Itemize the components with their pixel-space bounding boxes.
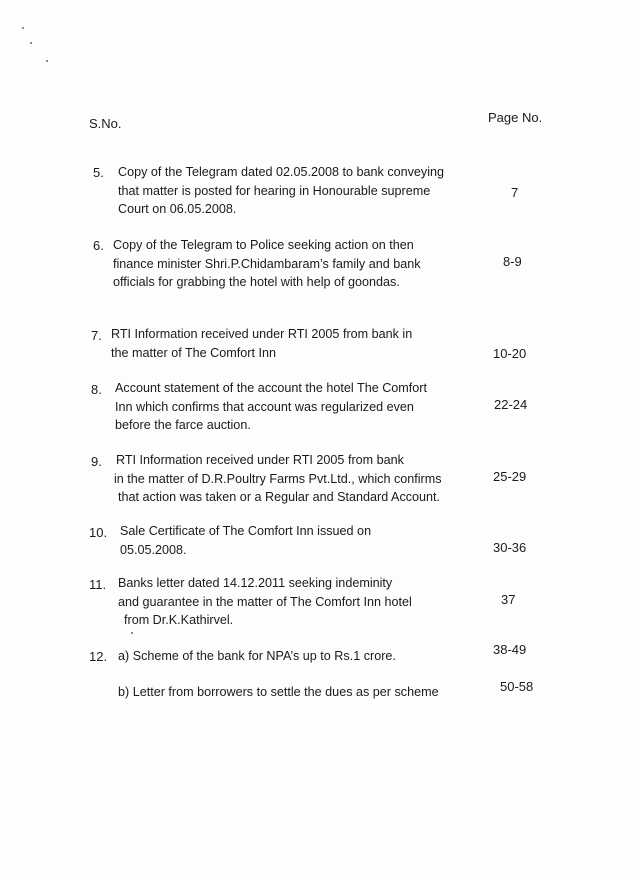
entry-number: 10. [89, 525, 108, 540]
entry-line: Court on 06.05.2008. [118, 202, 237, 216]
entry-line: Inn which confirms that account was regularized even [115, 399, 414, 414]
entry-number: 11. [89, 577, 107, 592]
entry-line: finance minister Shri.P.Chidambaram’s family and bank [113, 256, 421, 271]
entry-description [111, 325, 412, 362]
entry-line: officials for grabbing the hotel with help of goondas. [113, 275, 400, 289]
entry-number: 5. [93, 165, 104, 180]
entry-description [118, 163, 444, 219]
entry-number: 6. [93, 238, 104, 253]
entry-description [115, 379, 427, 435]
entry-page-number: 7 [511, 185, 519, 200]
entry-page-number: 8-9 [503, 254, 522, 269]
entry-line: before the farce auction. [115, 418, 251, 432]
entry-line: Sale Certificate of The Comfort Inn issued on [120, 524, 372, 538]
entry-line: Banks letter dated 14.12.2011 seeking indeminity [118, 576, 393, 590]
entry-line: in the matter of D.R.Poultry Farms Pvt.Ltd., which confirms [114, 471, 442, 486]
entry-line: RTI Information received under RTI 2005 from bank [116, 453, 404, 467]
entry-number: 9. [91, 454, 102, 469]
sno-column-header: S.No. [89, 116, 122, 131]
entry-line: Copy of the Telegram dated 02.05.2008 to bank conveying [118, 165, 445, 179]
entry-page-number: 22-24 [494, 397, 528, 412]
entry-line: 05.05.2008. [120, 542, 187, 557]
scan-speck [131, 632, 133, 634]
entry-page-number: 10-20 [493, 346, 527, 361]
entry-description [116, 451, 442, 507]
entry-line: that matter is posted for hearing in Honourable supreme [118, 183, 431, 198]
entry-line: b) Letter from borrowers to settle the dues as per scheme [118, 685, 439, 699]
entry-line: a) Scheme of the bank for NPA’s up to Rs.1 crore. [118, 649, 396, 663]
scan-speck [22, 27, 24, 29]
entry-description [118, 574, 412, 630]
entry-page-number: 25-29 [493, 469, 527, 484]
entry-page-number: 50-58 [500, 679, 534, 694]
entry-description [118, 683, 439, 702]
entry-description [113, 236, 421, 292]
page-no-column-header: Page No. [488, 110, 543, 125]
entry-number: 8. [91, 382, 102, 397]
entry-page-number: 37 [501, 592, 516, 607]
entry-description [118, 647, 396, 666]
entry-page-number: 38-49 [493, 642, 527, 657]
scan-speck [30, 42, 32, 44]
entry-description [120, 522, 371, 559]
entry-number: 12. [89, 649, 108, 664]
entry-page-number: 30-36 [493, 540, 527, 555]
entry-line: RTI Information received under RTI 2005 from bank in [111, 327, 413, 341]
entry-line: Account statement of the account the hotel The Comfort [115, 381, 427, 395]
entry-line: the matter of The Comfort Inn [111, 345, 276, 360]
entry-line: Copy of the Telegram to Police seeking action on then [113, 238, 414, 252]
scan-speck [46, 60, 48, 62]
entry-line: that action was taken or a Regular and Standard Account. [118, 490, 441, 504]
entry-number: 7. [91, 328, 102, 343]
entry-line: and guarantee in the matter of The Comfort Inn hotel [118, 594, 412, 609]
entry-line: from Dr.K.Kathirvel. [124, 613, 234, 627]
